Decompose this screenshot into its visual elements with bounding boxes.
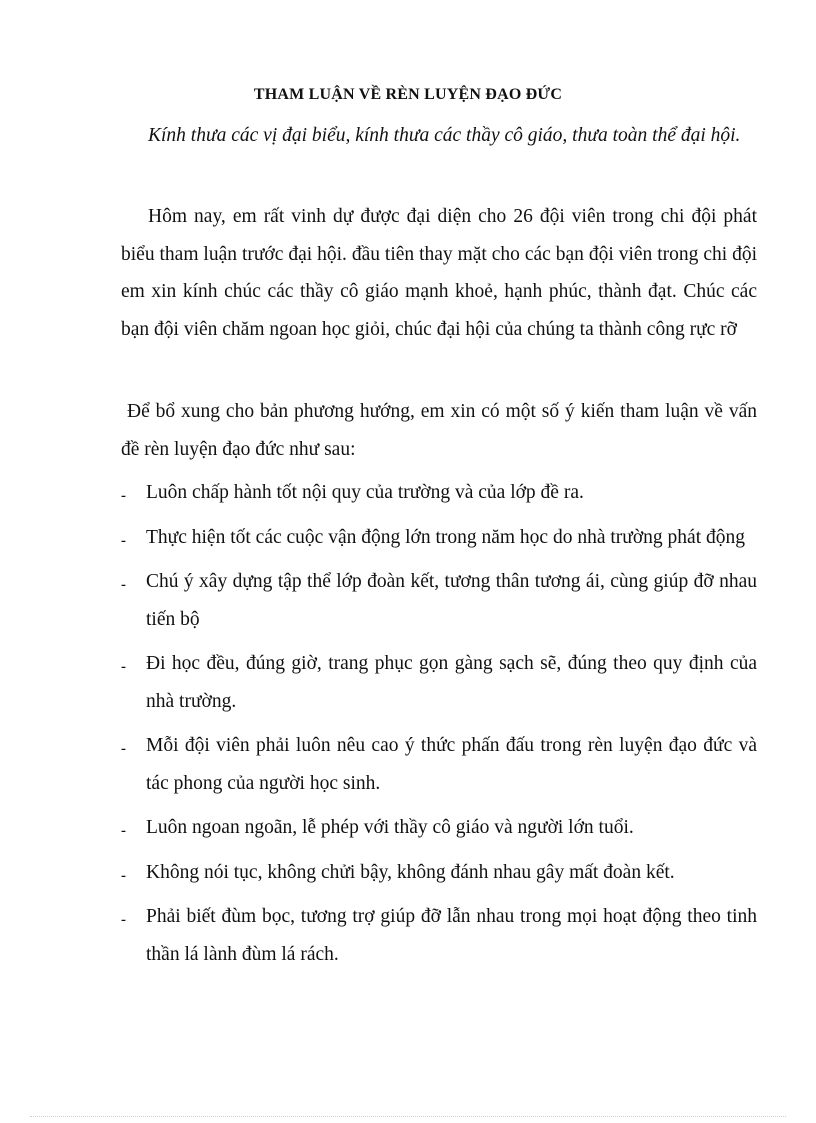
list-item	[121, 563, 757, 638]
bullet-dash-icon: -	[121, 488, 126, 504]
list-item-text: Luôn ngoan ngoãn, lễ phép với thầy cô giáo và người lớn tuổi.	[146, 817, 634, 838]
list-item-text: Chú ý xây dựng tập thể lớp đoàn kết, tương thân tương ái, cùng giúp đỡ nhau tiến bộ	[146, 571, 757, 630]
page-bottom-divider	[30, 1116, 786, 1117]
list-item	[121, 519, 757, 557]
list-item-text: Không nói tục, không chửi bậy, không đánh nhau gây mất đoàn kết.	[146, 861, 675, 883]
bullet-dash-icon: -	[121, 867, 126, 884]
bullet-dash-icon: -	[121, 741, 126, 757]
list-item	[121, 645, 757, 720]
page-title: THAM LUẬN VỀ RÈN LUYỆN ĐẠO ĐỨC	[253, 86, 563, 103]
bullet-dash-icon: -	[121, 577, 126, 593]
bullet-dash-icon: -	[121, 823, 126, 839]
list-item-text: Thực hiện tốt các cuộc vận động lớn trong năm học do nhà trường phát động	[146, 526, 745, 548]
list-item	[121, 727, 757, 802]
list-item-text: Luôn chấp hành tốt nội quy của trường và của lớp đề ra.	[146, 482, 584, 503]
list-item-text: Đi học đều, đúng giờ, trang phục gọn gàng sạch sẽ, đúng theo quy định của nhà trường.	[146, 653, 757, 712]
list-item	[121, 809, 757, 847]
list-item-text: Mỗi đội viên phải luôn nêu cao ý thức phấn đấu trong rèn luyện đạo đức và tác phong của người học sinh.	[146, 735, 757, 794]
bullet-dash-icon: -	[121, 659, 126, 675]
opinion-list	[121, 474, 757, 980]
list-item-text: Phải biết đùm bọc, tương trợ giúp đỡ lẫn nhau trong mọi hoạt động theo tinh thần lá lành đùm lá rách.	[146, 906, 757, 965]
bullet-dash-icon: -	[121, 532, 126, 549]
intro-paragraph: Hôm nay, em rất vinh dự được đại diện cho 26 đội viên trong chi đội phát biểu tham luận trước đại hội. đầu tiên thay mặt cho các bạn đội viên trong chi đội em xin kính chúc các thầy cô giáo mạnh khoẻ, hạnh phúc, thành đạt. Chúc các bạn đội viên chăm ngoan học giỏi, chúc đại hội của chúng ta thành công rực rỡ	[121, 206, 757, 340]
greeting-paragraph: Kính thưa các vị đại biểu, kính thưa các thầy cô giáo, thưa toàn thể đại hội.	[148, 125, 741, 146]
list-item	[121, 898, 757, 973]
bullet-dash-icon: -	[121, 912, 126, 928]
list-item	[121, 854, 757, 892]
purpose-paragraph: Để bổ xung cho bản phương hướng, em xin có một số ý kiến tham luận về vấn đề rèn luyện đạo đức như sau:	[121, 401, 757, 460]
list-item	[121, 474, 757, 512]
